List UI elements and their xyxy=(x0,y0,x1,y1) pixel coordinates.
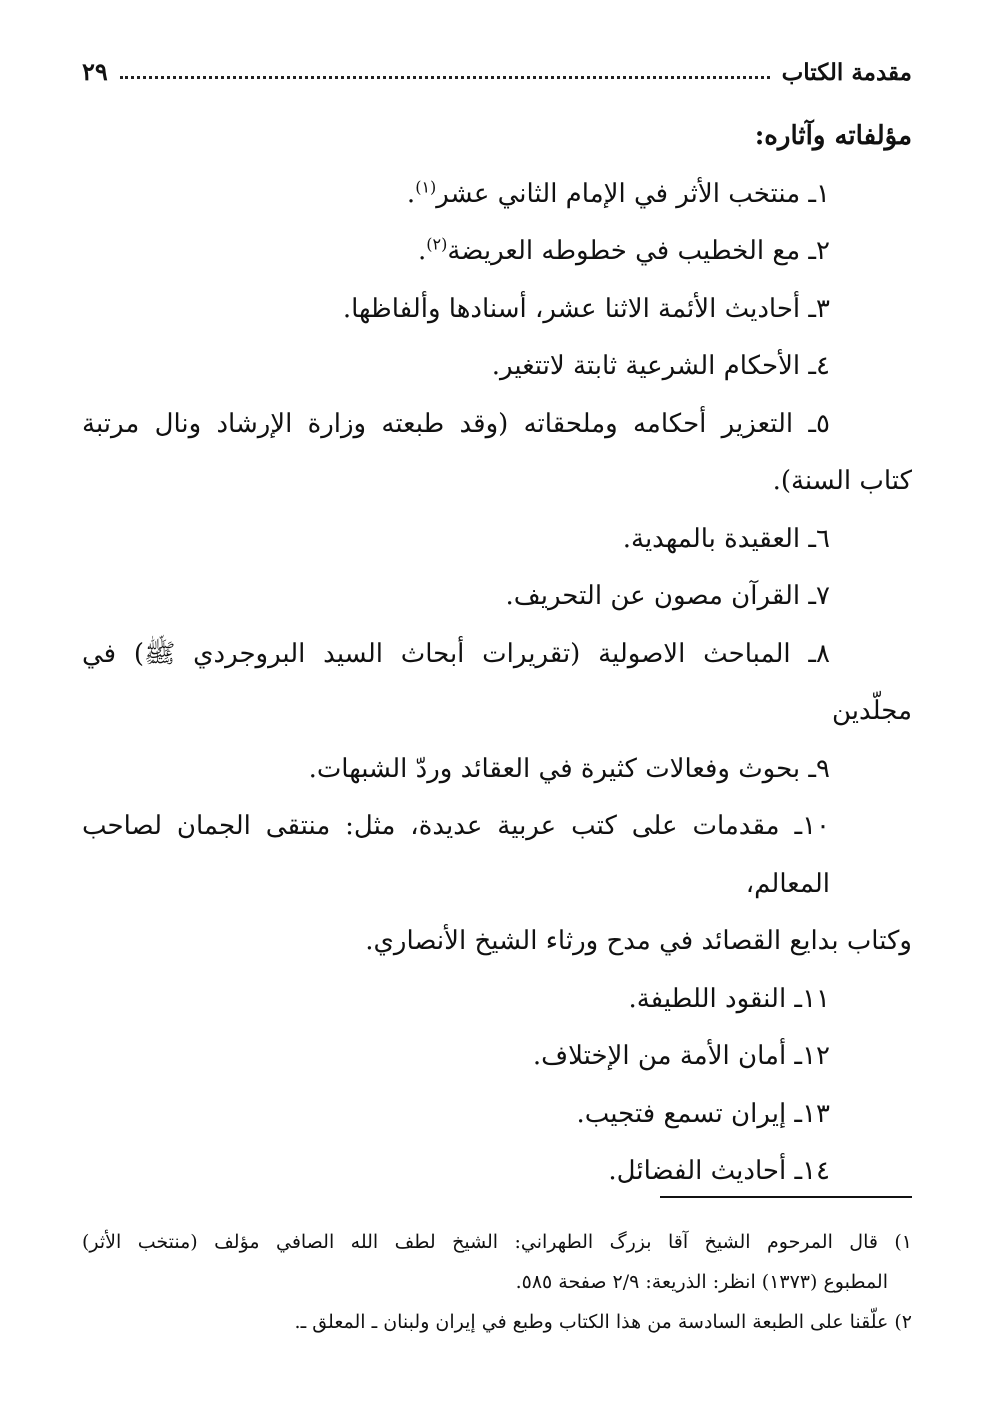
list-item-continuation: كتاب السنة). xyxy=(772,466,912,496)
running-header xyxy=(82,46,912,86)
footnote: ٢) علّقنا على الطبعة السادسة من هذا الكتاب وطبع في إيران ولبنان ـ المعلق ـ. xyxy=(294,1311,912,1333)
list-item: ٢ـ مع الخطيب في خطوطه العريضة$^{(٢)}$. xyxy=(418,234,830,266)
list-item: ١ـ منتخب الأثر في الإمام الثاني عشر$^{(١)}$. xyxy=(406,176,830,209)
body-text xyxy=(82,108,912,1201)
list-item: ٧ـ القرآن مصون عن التحريف. xyxy=(505,581,830,611)
list-item: ١٣ـ إيران تسمع فتجيب. xyxy=(576,1098,830,1129)
list-item: ٩ـ بحوث وفعالات كثيرة في العقائد وردّ الشبهات. xyxy=(308,753,830,784)
section-heading: مؤلفاته وآثاره: xyxy=(754,121,912,151)
list-item: ٣ـ أحاديث الأئمة الاثنا عشر، أسنادها وألفاظها. xyxy=(342,293,830,324)
list-item: ٦ـ العقيدة بالمهدية. xyxy=(622,523,830,554)
list-item: ٨ـ المباحث الاصولية (تقريرات أبحاث السيد البروجردي ﷺ) في xyxy=(82,638,830,669)
list-item: ١١ـ النقود اللطيفة. xyxy=(628,983,830,1014)
footnote-ref[interactable]: (٢) xyxy=(426,234,448,254)
dotted-leader xyxy=(120,75,770,79)
footnote: ١) قال المرحوم الشيخ آقا بزرگ الطهراني: الشيخ لطف الله الصافي مؤلف (منتخب الأثر) xyxy=(82,1231,912,1253)
list-item: ٥ـ التعزير أحكامه وملحقاته (وقد طبعته وزارة الإرشاد ونال مرتبة xyxy=(82,408,830,439)
list-item-continuation: مجلّدين xyxy=(832,696,912,726)
page-number: ٢٩ xyxy=(82,57,108,86)
footnotes xyxy=(82,1222,912,1342)
footnote-ref[interactable]: (١) xyxy=(415,176,437,196)
list-item: ١٤ـ أحاديث الفضائل. xyxy=(608,1156,830,1186)
footnote-continuation: المطبوع (١٣٧٣) انظر: الذريعة: ٢/٩ صفحة ٥٨٥. xyxy=(515,1271,888,1293)
footnote-separator xyxy=(660,1196,912,1198)
list-item: ٤ـ الأحكام الشرعية ثابتة لاتتغير. xyxy=(491,351,830,381)
list-item-continuation: وكتاب بدايع القصائد في مدح ورثاء الشيخ الأنصاري. xyxy=(365,926,912,956)
list-item: ١٠ـ مقدمات على كتب عربية عديدة، مثل: منتقى الجمان لصاحب المعالم، xyxy=(82,811,830,899)
header-title: مقدمة الكتاب xyxy=(781,59,912,86)
list-item: ١٢ـ أمان الأمة من الإختلاف. xyxy=(532,1041,830,1071)
